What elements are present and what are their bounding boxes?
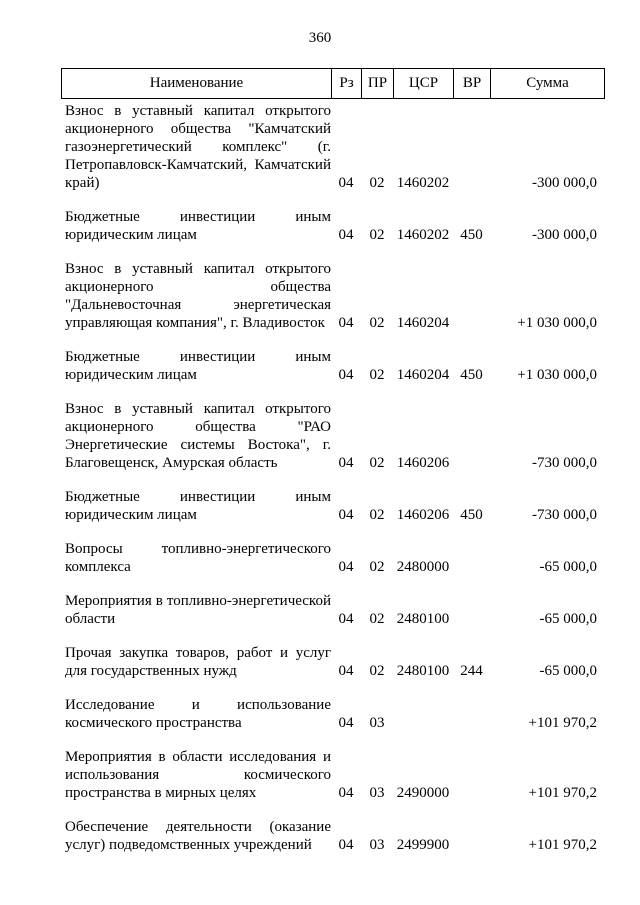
row-name: Бюджетные инвестиции иным юридическим лицам (65, 209, 331, 243)
row-name: Обеспечение деятельности (оказание услуг) подведомственных учреждений (65, 819, 331, 853)
row-csr: 1460204 (396, 315, 450, 331)
header-rz: Рз (332, 69, 362, 98)
header-vr: ВР (454, 69, 491, 98)
row-pr: 03 (369, 715, 385, 731)
header-sum: Сумма (526, 75, 569, 91)
row-pr: 02 (369, 367, 385, 383)
table-row (61, 260, 605, 332)
row-csr: 1460202 (396, 227, 450, 243)
row-pr: 03 (369, 837, 385, 853)
row-csr: 1460206 (396, 507, 450, 523)
row-pr: 02 (369, 611, 385, 627)
row-sum: -65 000,0 (539, 611, 597, 627)
row-name: Взнос в уставный капитал открытого акционерного общества "РАО Энергетические системы Востока", г. Благовещенск, Амурская область (65, 401, 331, 471)
row-vr: 244 (460, 663, 483, 679)
row-pr: 02 (369, 663, 385, 679)
header-name: Наименование (62, 69, 332, 98)
row-pr: 02 (369, 559, 385, 575)
row-sum: -730 000,0 (532, 455, 597, 471)
table-row (61, 818, 605, 854)
table-row (61, 102, 605, 192)
row-rz: 04 (338, 315, 354, 331)
row-name: Вопросы топливно-энергетического комплекса (65, 541, 331, 575)
row-csr: 1460204 (396, 367, 450, 383)
row-rz: 04 (338, 227, 354, 243)
table-row (61, 348, 605, 384)
row-rz: 04 (338, 837, 354, 853)
row-rz: 04 (338, 367, 354, 383)
row-pr: 02 (369, 175, 385, 191)
table-row (61, 400, 605, 472)
row-csr: 2480100 (396, 611, 450, 627)
row-sum: -300 000,0 (532, 227, 597, 243)
row-pr: 02 (369, 315, 385, 331)
row-name: Взнос в уставный капитал открытого акционерного общества "Камчатский газоэнергетический комплекс" (г. Петропавловск-Камчатский, Камчатский край) (65, 103, 331, 191)
row-name: Бюджетные инвестиции иным юридическим лицам (65, 349, 331, 383)
row-rz: 04 (338, 611, 354, 627)
table-row (61, 644, 605, 680)
row-pr: 02 (369, 227, 385, 243)
row-csr: 2480100 (396, 663, 450, 679)
row-sum: +101 970,2 (528, 715, 597, 731)
row-sum: +1 030 000,0 (517, 367, 597, 383)
row-rz: 04 (338, 559, 354, 575)
row-rz: 04 (338, 663, 354, 679)
row-name: Прочая закупка товаров, работ и услуг для государственных нужд (65, 645, 331, 679)
row-rz: 04 (338, 455, 354, 471)
row-csr: 2490000 (396, 785, 450, 801)
table-row (61, 540, 605, 576)
row-pr: 03 (369, 785, 385, 801)
row-csr: 1460202 (396, 175, 450, 191)
page-number: 360 (308, 30, 332, 46)
row-sum: +101 970,2 (528, 837, 597, 853)
header-csr: ЦСР (394, 69, 454, 98)
row-vr: 450 (460, 507, 483, 523)
row-csr: 2480000 (396, 559, 450, 575)
row-sum: -65 000,0 (539, 663, 597, 679)
row-name: Мероприятия в области исследования и использования космического пространства в мирных целях (65, 749, 331, 801)
row-csr: 1460206 (396, 455, 450, 471)
header-pr: ПР (362, 69, 394, 98)
row-sum: +1 030 000,0 (517, 315, 597, 331)
row-sum: -65 000,0 (539, 559, 597, 575)
table-row (61, 592, 605, 628)
row-rz: 04 (338, 175, 354, 191)
row-rz: 04 (338, 785, 354, 801)
table-header (61, 68, 605, 99)
row-csr: 2499900 (396, 837, 450, 853)
row-sum: +101 970,2 (528, 785, 597, 801)
row-name: Взнос в уставный капитал открытого акционерного общества "Дальневосточная энергетическая управляющая компания", г. Владивосток (65, 261, 331, 331)
row-name: Исследование и использование космического пространства (65, 697, 331, 731)
row-name: Мероприятия в топливно-энергетической области (65, 593, 331, 627)
row-pr: 02 (369, 455, 385, 471)
table-row (61, 696, 605, 732)
row-name: Бюджетные инвестиции иным юридическим лицам (65, 489, 331, 523)
row-sum: -730 000,0 (532, 507, 597, 523)
table-row (61, 748, 605, 802)
row-rz: 04 (338, 507, 354, 523)
table-row (61, 488, 605, 524)
row-pr: 02 (369, 507, 385, 523)
row-vr: 450 (460, 367, 483, 383)
row-sum: -300 000,0 (532, 175, 597, 191)
row-vr: 450 (460, 227, 483, 243)
table-row (61, 208, 605, 244)
table-body (61, 102, 605, 870)
row-rz: 04 (338, 715, 354, 731)
